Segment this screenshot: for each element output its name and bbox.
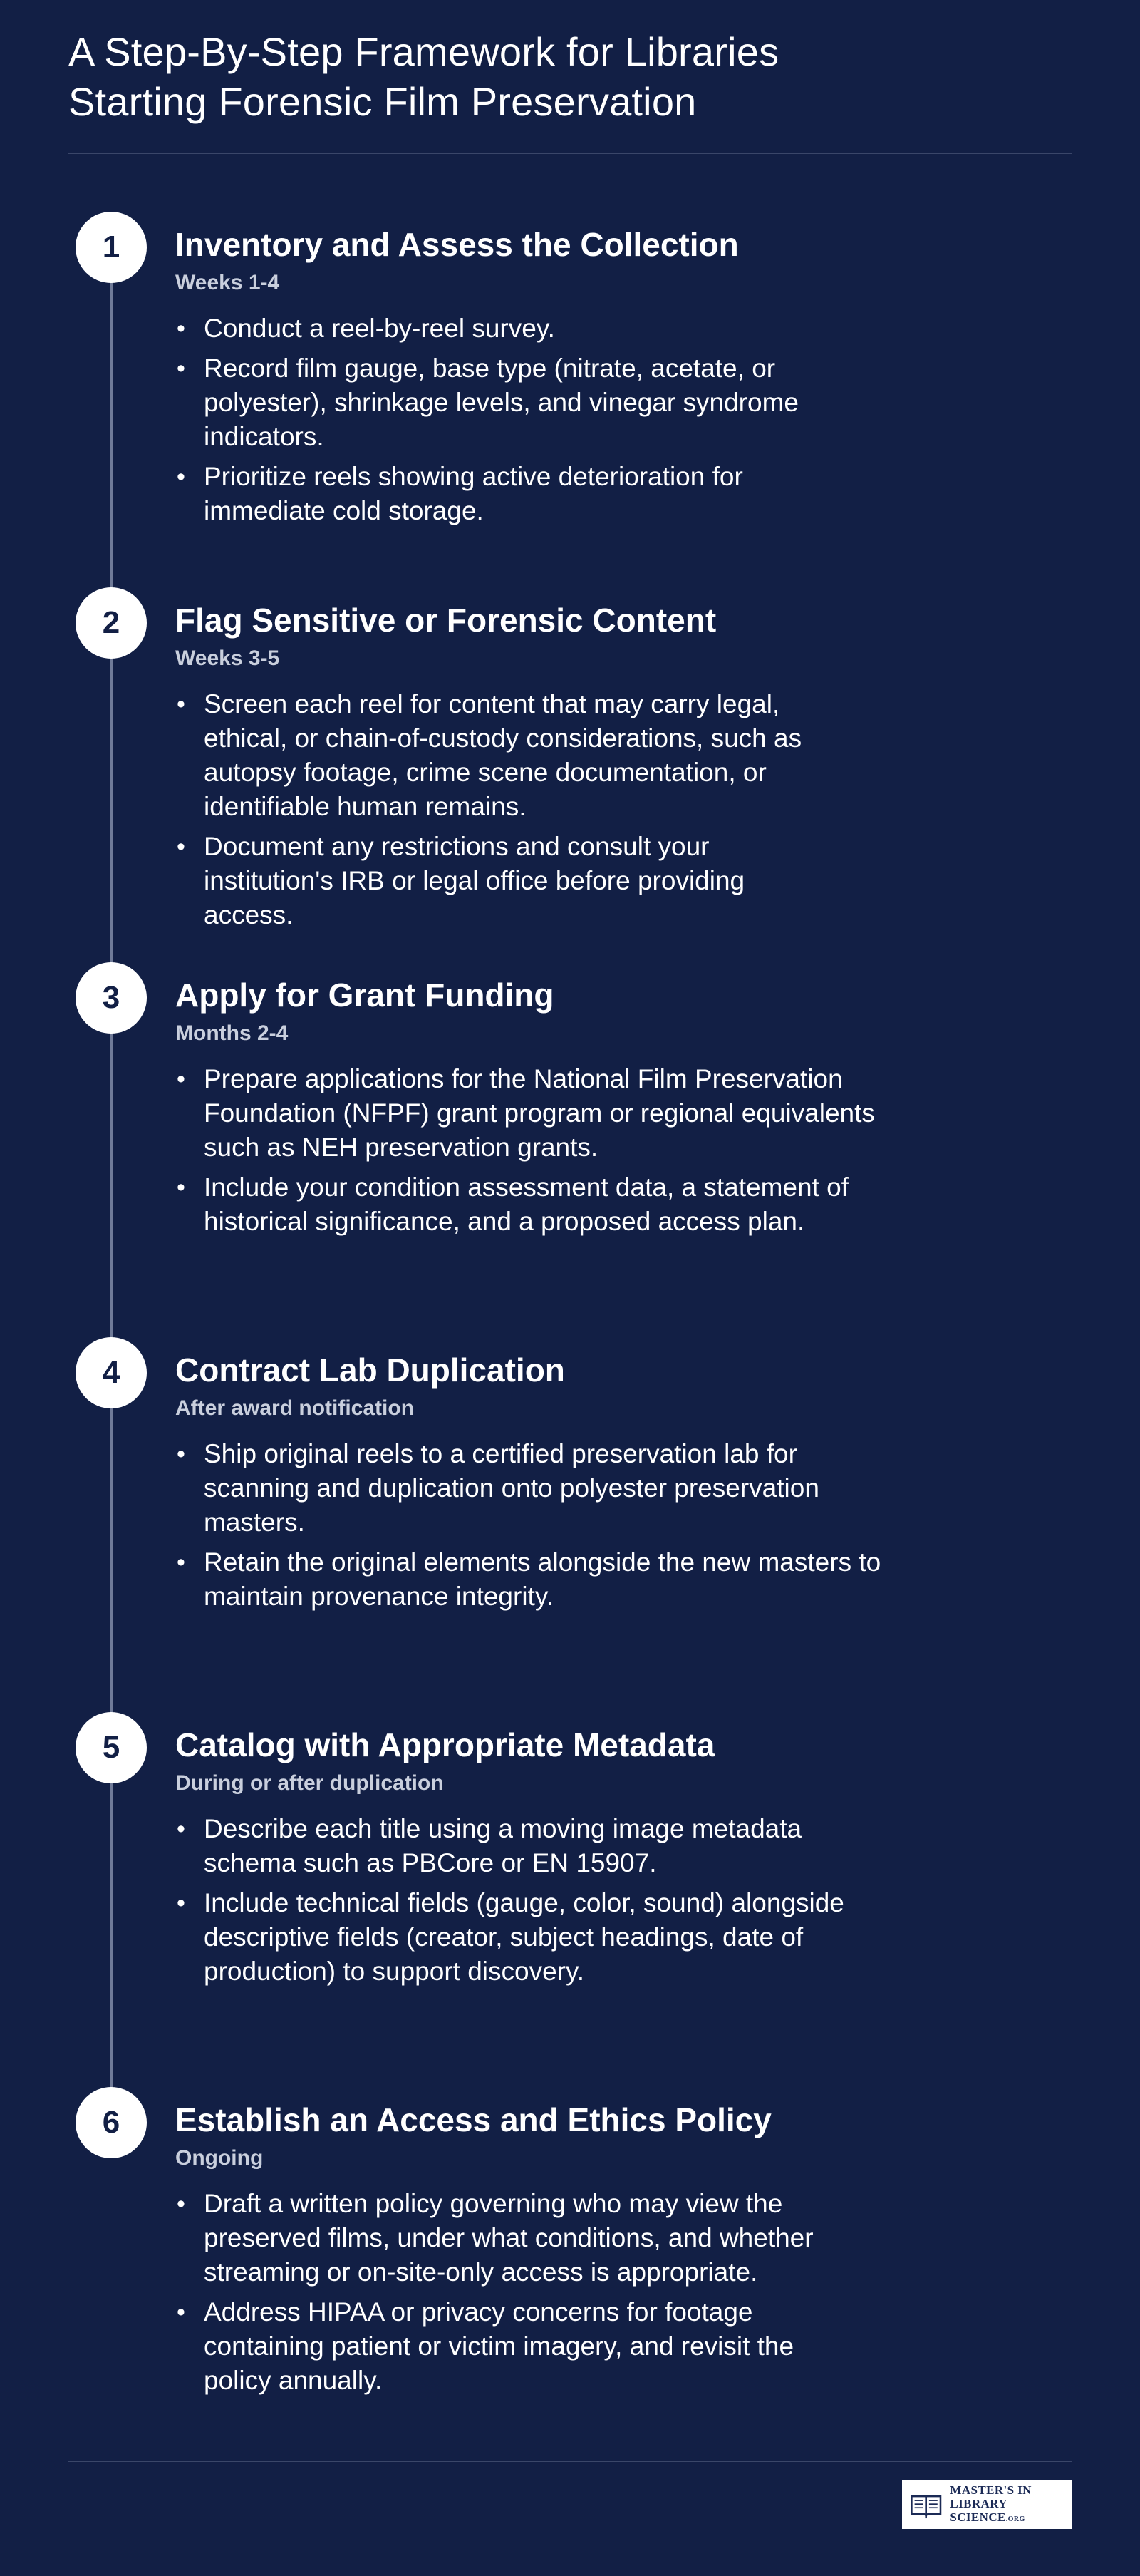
- bullet-item: • Prepare applications for the National Film Preservation Foundation (NFPF) grant program or regional equivalents such as NEH preservation grants.: [175, 1062, 895, 1165]
- step-timing: After award notification: [175, 1396, 415, 1420]
- step-timing: Weeks 1-4: [175, 271, 280, 294]
- step-heading: Inventory and Assess the Collection: [175, 226, 739, 263]
- step-timing: Months 2-4: [175, 1021, 289, 1045]
- page-title: [68, 27, 995, 127]
- step-heading: Establish an Access and Ethics Policy: [175, 2101, 772, 2138]
- step-bullet-list: [175, 1062, 895, 1245]
- step-heading: Contract Lab Duplication: [175, 1351, 565, 1389]
- bullet-item: • Include your condition assessment data, a statement of historical significance, and a proposed access plan.: [175, 1170, 895, 1239]
- open-book-icon: [909, 2489, 943, 2520]
- bottom-divider: [68, 2461, 1072, 2462]
- step-number-badge: 1: [76, 212, 147, 283]
- step-heading: Apply for Grant Funding: [175, 977, 554, 1014]
- bullet-item: • Retain the original elements alongside the new masters to maintain provenance integrity.: [175, 1545, 888, 1614]
- step-bullet-list: [175, 2187, 859, 2404]
- bullet-item: • Screen each reel for content that may carry legal, ethical, or chain-of-custody considerations, such as autopsy footage, crime scene documentation, or identifiable human remains.: [175, 687, 831, 824]
- bullet-item: • Address HIPAA or privacy concerns for footage containing patient or victim imagery, and revisit the policy annually.: [175, 2295, 859, 2398]
- logo-wordmark: [950, 2483, 1064, 2526]
- step-timing: Weeks 3-5: [175, 646, 280, 670]
- logo-line-1: MASTER'S IN: [950, 2483, 1032, 2497]
- bullet-item: • Draft a written policy governing who may view the preserved films, under what conditions, and whether streaming or on-site-only access is appropriate.: [175, 2187, 859, 2289]
- logo-line-2: LIBRARY SCIENCE: [950, 2497, 1007, 2524]
- step-number-badge: 6: [76, 2087, 147, 2158]
- bullet-item: • Prioritize reels showing active deterioration for immediate cold storage.: [175, 460, 859, 528]
- step-timing: Ongoing: [175, 2146, 264, 2170]
- logo-suffix: .ORG: [1005, 2515, 1025, 2523]
- bullet-item: • Conduct a reel-by-reel survey.: [175, 311, 859, 346]
- step-bullet-list: [175, 687, 831, 938]
- title-line-2: Starting Forensic Film Preservation: [68, 79, 697, 124]
- step-timing: During or after duplication: [175, 1771, 444, 1795]
- bullet-item: • Include technical fields (gauge, color, sound) alongside descriptive fields (creator, subject headings, date of production) to support discovery.: [175, 1886, 845, 1989]
- site-logo: [902, 2480, 1072, 2529]
- step-number-badge: 2: [76, 587, 147, 659]
- bullet-item: • Document any restrictions and consult your institution's IRB or legal office before providing access.: [175, 830, 831, 932]
- step-number-badge: 3: [76, 962, 147, 1034]
- bullet-item: • Record film gauge, base type (nitrate, acetate, or polyester), shrinkage levels, and vinegar syndrome indicators.: [175, 351, 859, 454]
- timeline-connector: [110, 242, 113, 2124]
- step-bullet-list: [175, 311, 859, 534]
- step-number-badge: 5: [76, 1712, 147, 1783]
- step-number-badge: 4: [76, 1337, 147, 1408]
- step-bullet-list: [175, 1812, 845, 1994]
- bullet-item: • Describe each title using a moving image metadata schema such as PBCore or EN 15907.: [175, 1812, 845, 1880]
- top-divider: [68, 153, 1072, 154]
- title-line-1: A Step-By-Step Framework for Libraries: [68, 29, 779, 74]
- step-heading: Flag Sensitive or Forensic Content: [175, 602, 717, 639]
- step-bullet-list: [175, 1437, 888, 1619]
- step-heading: Catalog with Appropriate Metadata: [175, 1726, 715, 1763]
- bullet-item: • Ship original reels to a certified preservation lab for scanning and duplication onto polyester preservation masters.: [175, 1437, 888, 1540]
